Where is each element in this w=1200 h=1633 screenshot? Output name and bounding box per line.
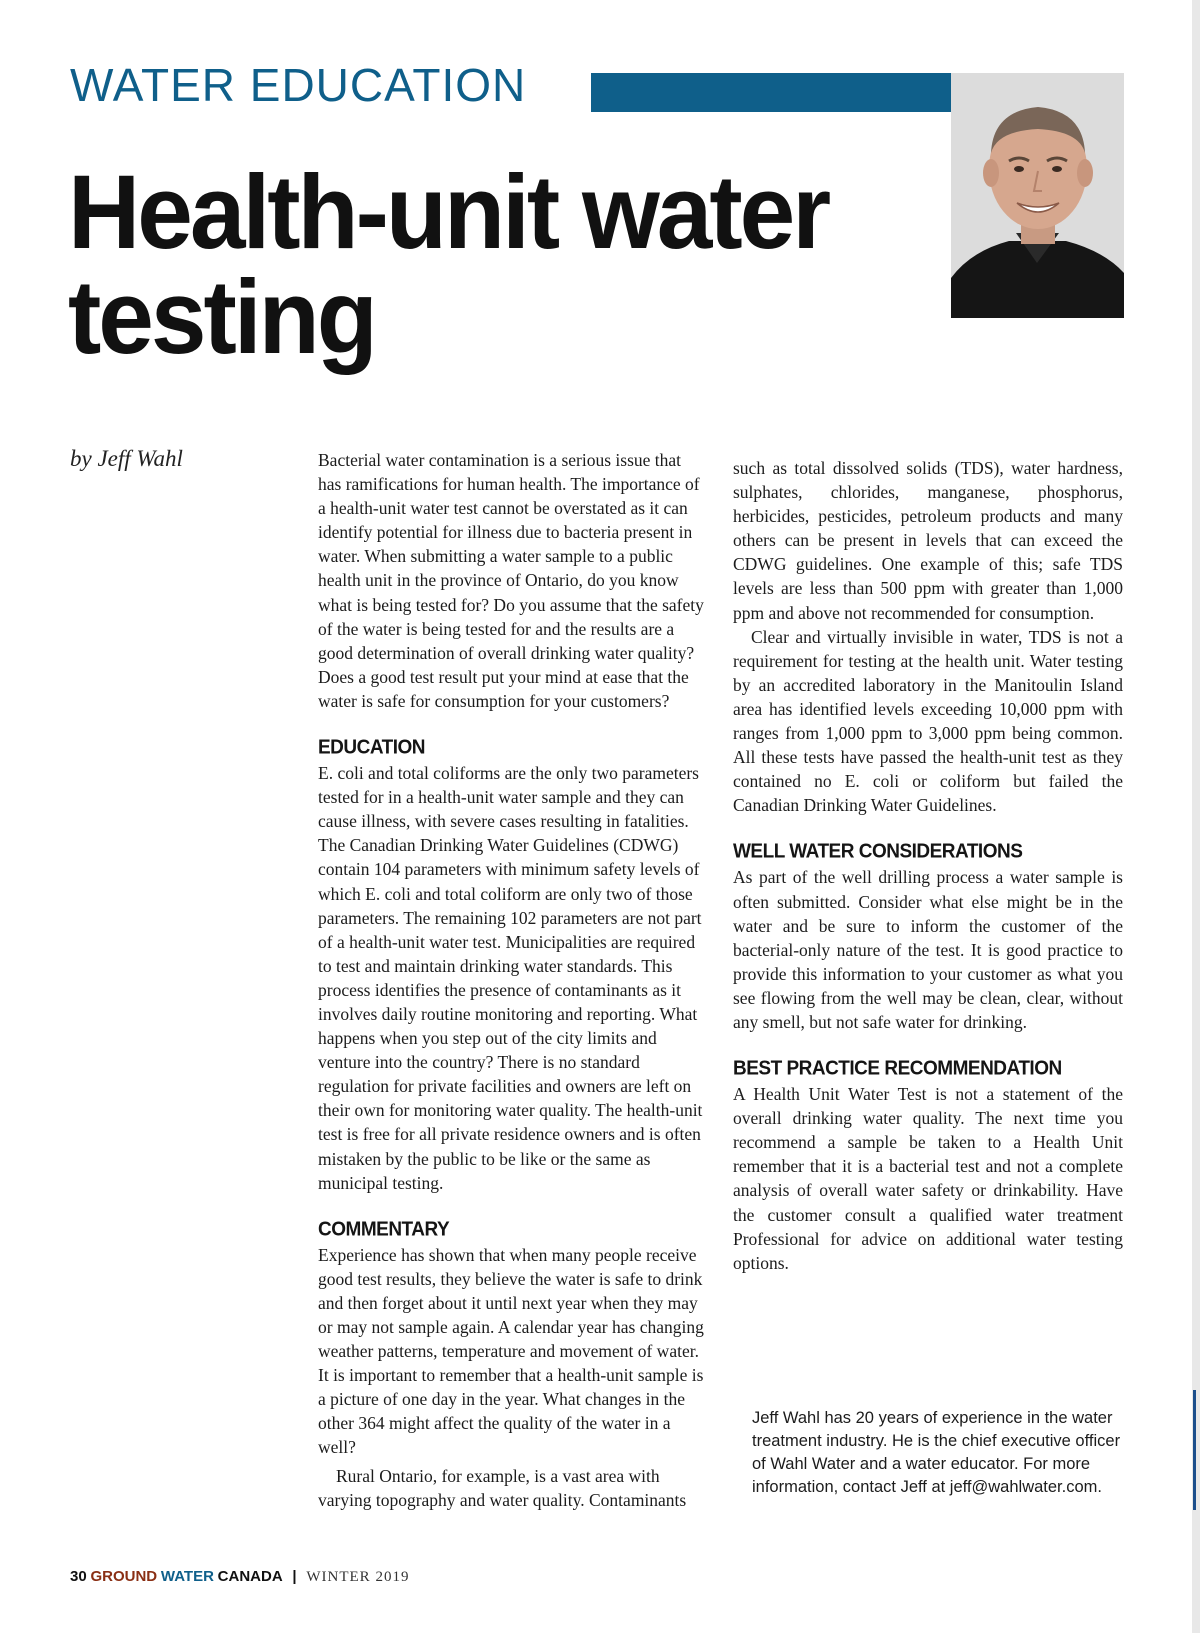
education-paragraph: E. coli and total coliforms are the only two parameters tested for in a health-unit water sample and they can cause illness, with severe cases resulting in fatalities. The Canadian Drinking Water Guidelines (CDWG) contain 104 parameters with minimum safety levels of which E. coli and total coliform are only two of those parameters. The remaining 102 parameters are not part of a health-unit water test. Municipalities are required to test and maintain drinking water standards. This process identifies the presence of contaminants as it involves daily routine monitoring and reporting. What happens when you step out of the city limits and venture into the country? There is no standard regulation for private facilities and owners are left on their own for monitoring water quality. The health-unit test is free for all private residence owners and is often mistaken by the public to be like or the same as municipal testing.: [318, 763, 703, 1193]
author-photo: [951, 73, 1124, 318]
section-label: WATER EDUCATION: [70, 59, 527, 111]
publication-name-ground: GROUND: [90, 1568, 158, 1585]
section-accent-bar: [591, 73, 951, 112]
article-column-right: [733, 456, 1123, 1275]
commentary-heading: COMMENTARY: [318, 1217, 450, 1241]
well-water-heading: WELL WATER CONSIDERATIONS: [733, 840, 1023, 864]
author-portrait-image: [951, 73, 1124, 318]
byline: by Jeff Wahl: [70, 446, 183, 471]
page-edge-marker: [1193, 1390, 1196, 1510]
best-practice-heading: BEST PRACTICE RECOMMENDATION: [733, 1057, 1062, 1080]
page-footer: [70, 1567, 409, 1587]
headline: Health-unit water testing: [68, 153, 829, 377]
continued-paragraph: such as total dissolved solids (TDS), water hardness, sulphates, chlorides, manganese, phosphorus, herbicides, pesticides, petroleum products and many others can be present in levels that can exceed the CDWG guidelines. One example of this; safe TDS levels are less than 500 ppm with greater than 1,000 ppm and above not recommended for consumption.: [733, 458, 1123, 623]
well-water-paragraph: As part of the well drilling process a water sample is often submitted. Consider what else might be in the water and be sure to inform the customer of the bacterial-only nature of the test. It is good practice to provide this information to your customer as what you see flowing from the well may be clean, clear, without any smell, but not safe water for drinking.: [733, 867, 1123, 1032]
footer-separator: |: [292, 1568, 297, 1585]
page-number: 30: [70, 1568, 87, 1585]
author-bio: Jeff Wahl has 20 years of experience in the water treatment industry. He is the chief executive officer of Wahl Water and a water educator. For more information, contact Jeff at jeff@wahlwater.com.: [752, 1409, 1121, 1496]
commentary-paragraph: Experience has shown that when many people receive good test results, they believe the water is safe to drink and then forget about it until next year when they may or may not sample again. A calendar year has changing weather patterns, temperature and movement of water. It is important to remember that a health-unit sample is a picture of one day in the year. What changes in the other 364 might affect the quality of the water in a well?: [318, 1244, 704, 1458]
education-heading: EDUCATION: [318, 736, 426, 759]
best-practice-paragraph: A Health Unit Water Test is not a statement of the overall drinking water quality. The next time you recommend a sample be taken to a Health Unit remember that it is a bacterial test and not a complete analysis of overall water safety or drinkability. Have the customer consult a qualified water treatment Professional for advice on additional water testing options.: [733, 1084, 1123, 1273]
publication-name-water: WATER: [160, 1568, 214, 1585]
page-edge-strip: [1192, 0, 1200, 1633]
issue-label: WINTER 2019: [306, 1569, 410, 1585]
article-column-left: [318, 448, 708, 1512]
intro-paragraph: Bacterial water contamination is a serious issue that has ramifications for human health. The importance of a health-unit water test cannot be overstated as it can identify potential for illness due to bacteria present in water. When submitting a water sample to a public health unit in the province of Ontario, do you know what is being tested for? Do you assume that the safety of the water is being tested for and the results are a good determination of overall drinking water quality? Does a good test result put your mind at ease that the water is safe for consumption for your customers?: [318, 450, 704, 711]
tds-paragraph: Clear and virtually invisible in water, TDS is not a requirement for testing at the health unit. Water testing by an accredited laboratory in the Manitoulin Island area has identified levels exceeding 10,000 ppm with ranges from 1,000 ppm to 3,000 ppm being common. All these tests have passed the health-unit test as they contained no E. coli or coliform but failed the Canadian Drinking Water Guidelines.: [733, 626, 1123, 816]
rural-paragraph: Rural Ontario, for example, is a vast area with varying topography and water quality. Contaminants: [318, 1465, 687, 1510]
publication-name-canada: CANADA: [217, 1568, 283, 1585]
